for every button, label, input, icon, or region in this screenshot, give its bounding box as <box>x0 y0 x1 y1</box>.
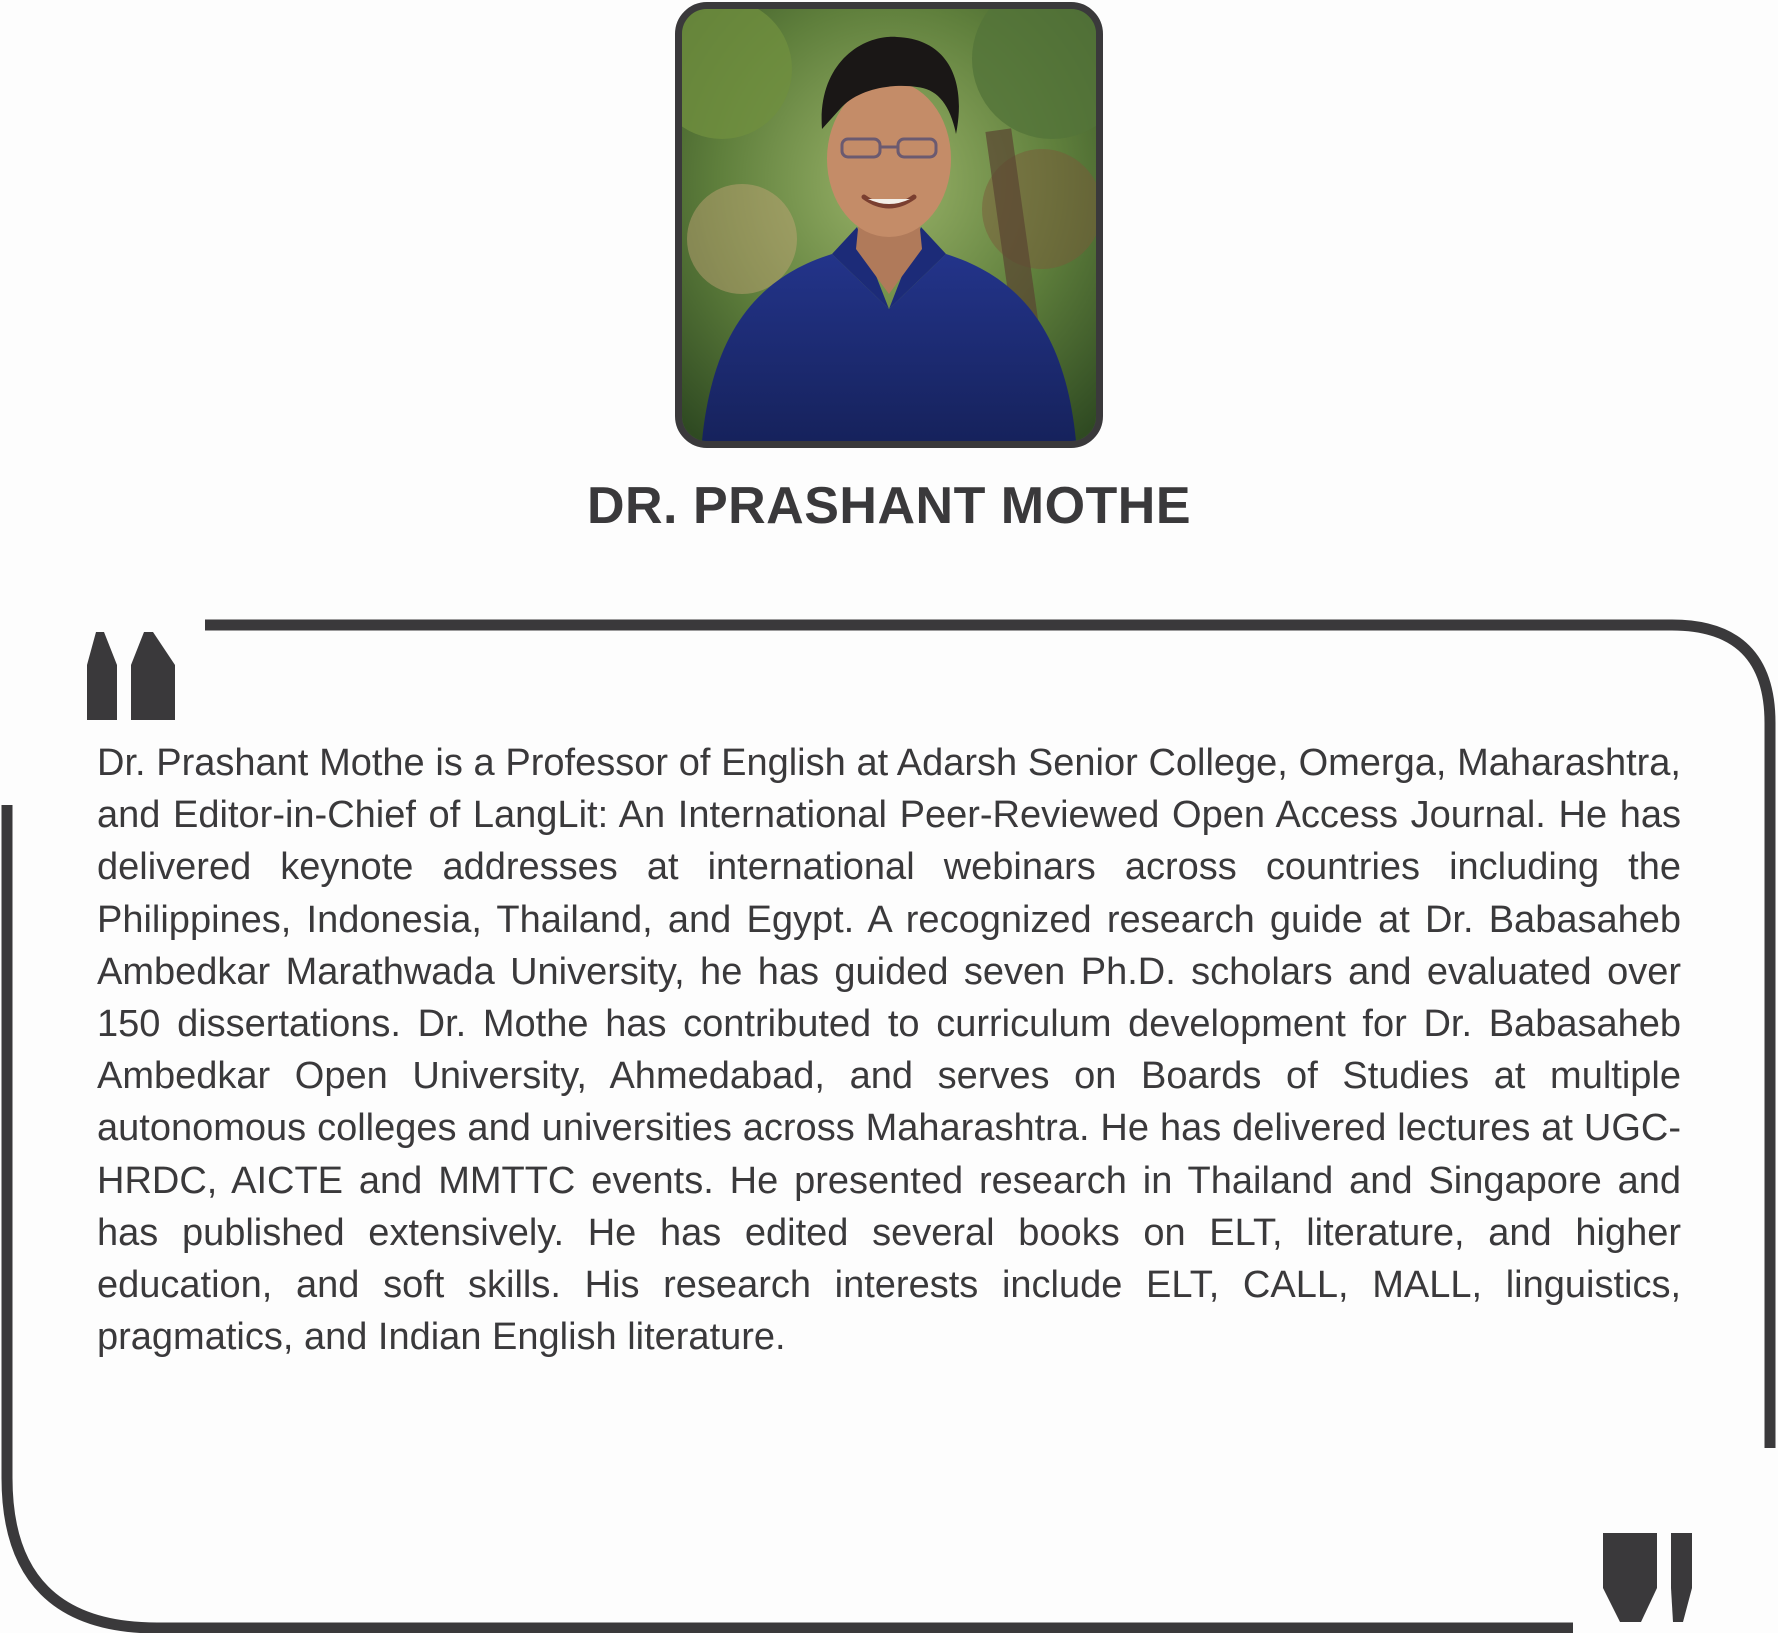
person-portrait-icon <box>682 9 1096 441</box>
open-quote-icon <box>87 632 175 720</box>
profile-photo <box>675 2 1103 448</box>
biography-text: Dr. Prashant Mothe is a Professor of English at Adarsh Senior College, Omerga, Maharashtra, and Editor-in-Chief of LangLit: An International Peer-Reviewed Open Access Journal. He has delivered keynote addresses at international webinars across countries including the Philippines, Indonesia, Thailand, and Egypt. A recognized research guide at Dr. Babasaheb Ambedkar Marathwada University, he has guided seven Ph.D. scholars and evaluated over 150 dissertations. Dr. Mothe has contributed to curriculum development for Dr. Babasaheb Ambedkar Open University, Ahmedabad, and serves on Boards of Studies at multiple autonomous colleges and universities across Maharashtra. He has delivered lectures at UGC-HRDC, AICTE and MMTTC events. He presented research in Thailand and Singapore and has published extensively. He has edited several books on ELT, literature, and higher education, and soft skills. His research interests include ELT, CALL, MALL, linguistics, pragmatics, and Indian English literature. <box>97 742 1681 1359</box>
close-quote-icon <box>1603 1533 1692 1622</box>
person-name: DR. PRASHANT MOTHE <box>586 477 1192 535</box>
